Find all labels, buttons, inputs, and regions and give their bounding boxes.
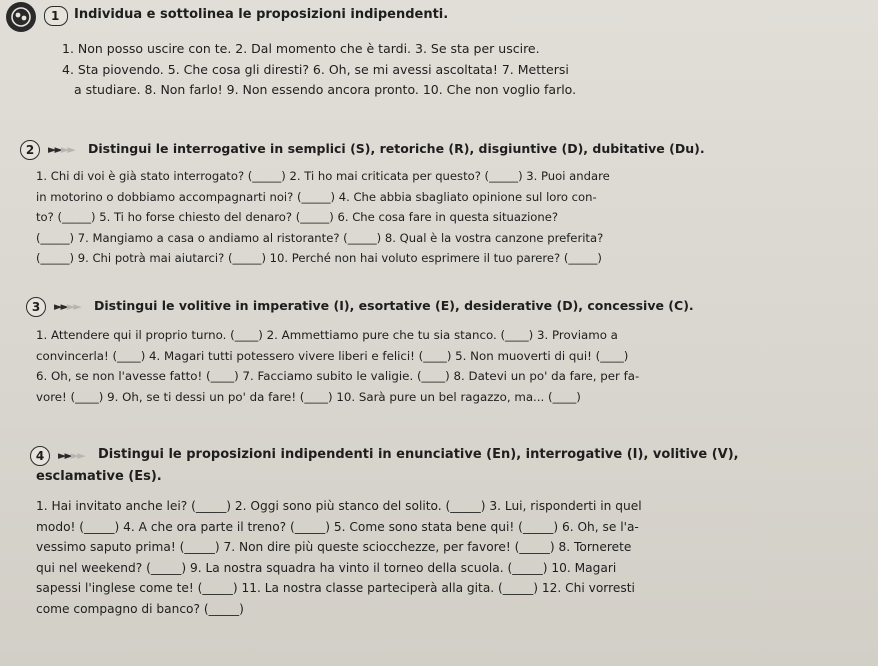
exercise-line: vore! (____) 9. Oh, se ti dessi un po' da fare! (____) 10. Sarà pure un bel ragazzo, ma... (____)	[36, 389, 581, 404]
exercise-line: (_____) 9. Chi potrà mai aiutarci? (_____) 10. Perché non hai voluto esprimere il tuo parere? (_____)	[36, 251, 602, 265]
exercise-line: vessimo saputo prima! (_____) 7. Non dire più queste sciocchezze, per favore! (_____) 8. Tornerete	[36, 540, 632, 554]
exercise-1	[0, 6, 878, 97]
exercise-line: 1. Chi di voi è già stato interrogato? (_____) 2. Ti ho mai criticata per questo? (_____) 3. Puoi andare	[36, 169, 610, 183]
exercise-line: in motorino o dobbiamo accompagnarti noi? (_____) 4. Che abbia sbagliato opinione sul loro con-	[36, 189, 597, 204]
exercise-line: qui nel weekend? (_____) 9. La nostra squadra ha vinto il torneo della scuola. (_____) 10. Magari	[36, 560, 617, 575]
exercise-instruction: Distingui le proposizioni indipendenti in enunciative (En), interrogative (I), volitive (V),	[98, 447, 739, 462]
exercise-line: modo! (_____) 4. A che ora parte il treno? (_____) 5. Come sono stata bene qui! (_____) 6. Oh, se l'a-	[36, 519, 639, 534]
exercise-line: come compagno di banco? (_____)	[36, 601, 244, 616]
exercise-instruction: Individua e sottolinea le proposizioni indipendenti.	[74, 7, 449, 22]
exercise-line: 1. Non posso uscire con te. 2. Dal momento che è tardi. 3. Se sta per uscire.	[62, 41, 540, 56]
exercise-line: to? (_____) 5. Ti ho forse chiesto del denaro? (_____) 6. Che cosa fare in questa situazione?	[36, 210, 559, 224]
exercise-line: 4. Sta piovendo. 5. Che cosa gli diresti? 6. Oh, se mi avessi ascoltata! 7. Mettersi	[62, 61, 569, 77]
exercise-line: sapessi l'inglese come te! (_____) 11. La nostra classe parteciperà alla gita. (_____) 12. Chi vorresti	[36, 581, 635, 595]
exercise-number: 2	[20, 140, 40, 160]
exercise-instruction: Distingui le interrogative in semplici (S), retoriche (R), disgiuntive (D), dubitative (Du).	[88, 141, 705, 156]
exercise-instruction: Distingui le volitive in imperative (I), esortative (E), desiderative (D), concessive (C).	[94, 298, 694, 313]
level-arrow-icon: ►►►►	[58, 449, 84, 462]
exercise-line: (_____) 7. Mangiamo a casa o andiamo al ristorante? (_____) 8. Qual è la vostra canzone preferita?	[36, 230, 604, 245]
exercise-line: 1. Attendere qui il proprio turno. (____) 2. Ammettiamo pure che tu sia stanco. (____) 3. Proviamo a	[36, 328, 618, 342]
exercise-number: 4	[30, 446, 50, 466]
exercise-number: 1	[44, 6, 68, 26]
exercise-instruction-continued: esclamative (Es).	[36, 469, 162, 484]
exercise-line: 6. Oh, se non l'avesse fatto! (____) 7. Facciamo subito le valigie. (____) 8. Datevi un po' da fare, per fa-	[36, 369, 640, 383]
exercise-line: convincerla! (____) 4. Magari tutti potessero vivere liberi e felici! (____) 5. Non muoverti di qui! (____)	[36, 348, 629, 363]
exercise-number: 3	[26, 297, 46, 317]
exercise-line: a studiare. 8. Non farlo! 9. Non essendo ancora pronto. 10. Che non voglio farlo.	[74, 82, 577, 97]
exercise-line: 1. Hai invitato anche lei? (_____) 2. Oggi sono più stanco del solito. (_____) 3. Lui, risponderti in quel	[36, 499, 642, 513]
level-arrow-icon: ►►►►	[48, 143, 74, 156]
level-arrow-icon: ►►►►	[54, 300, 80, 313]
